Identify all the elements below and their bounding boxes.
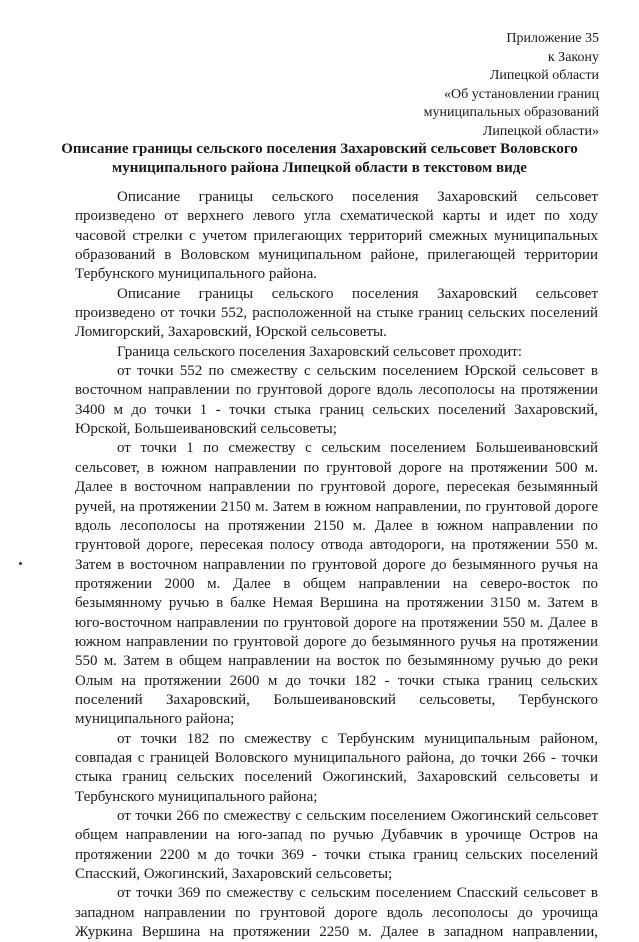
document-body <box>75 188 598 942</box>
body-line: Граница сельского поселения Захаровский сельсовет проходит: <box>117 343 523 360</box>
body-line: западном направлении по грунтовой дороге вдоль лесополосы до урочища <box>75 904 598 921</box>
body-line: от точки 182 по смежеству с Тербунским муниципальным районом, <box>117 730 598 747</box>
body-line: произведено от верхнего левого угла схематической карты и идет по ходу <box>75 208 598 225</box>
appendix-line: к Закону <box>547 49 599 65</box>
body-line: вдоль лесополосы на протяжении 2150 м. Далее в южном направлении по <box>75 517 598 534</box>
body-line: восточном направлении по грунтовой дороге вдоль лесополосы на протяжении <box>75 382 598 399</box>
body-line: образований в Воловском муниципальном районе, прилегающей территории <box>75 247 598 264</box>
body-line: юго-восточном направлении по грунтовой дороге на протяжении 550 м. Далее в <box>75 614 598 631</box>
body-line: Описание границы сельского поселения Захаровский сельсовет <box>117 285 598 302</box>
title-line: Описание границы сельского поселения Захаровский сельсовет Воловского <box>61 141 578 157</box>
body-line: от точки 266 по смежеству с сельским поселением Ожогинский сельсовет <box>117 808 598 824</box>
body-line: Ломигорский, Захаровский, Юрской сельсоветы. <box>75 324 387 341</box>
body-line: Журкина Вершина на протяжении 2250 м. Далее в западном направлении, <box>75 924 598 941</box>
body-line: часовой стрелки с учетом прилегающих территорий смежных муниципальных <box>75 227 598 244</box>
appendix-line: Липецкой области <box>489 68 599 84</box>
appendix-reference <box>339 30 599 142</box>
body-line: Далее в восточном направлении по грунтовой дороге, пересекая безымянный <box>75 479 598 496</box>
body-line: Затем в восточном направлении по грунтовой дороге до безымянного ручья на <box>75 556 598 573</box>
body-line: Спасский, Ожогинский, Захаровский сельсоветы; <box>75 866 393 883</box>
body-line: от точки 1 по смежеству с сельским поселением Большеивановский <box>117 440 598 457</box>
body-line: протяжении 2200 м до точки 369 - точки стыка границ сельских поселений <box>75 846 598 863</box>
body-line: стыка границ сельских поселений Ожогинский, Захаровский сельсоветы и <box>75 769 598 786</box>
appendix-line: Приложение 35 <box>506 31 599 46</box>
margin-mark <box>19 562 22 565</box>
body-line: протяжении 2000 м. Далее в общем направлении на северо-восток по <box>75 575 598 592</box>
appendix-line: «Об установлении границ <box>444 86 599 102</box>
body-line: 550 м. Затем в общем направлении на восток по безымянному ручью до реки <box>75 653 598 670</box>
body-line: южном направлении по грунтовой дороге до безымянного ручья на протяжении <box>75 633 598 650</box>
body-line: общем направлении на юго-запад по ручью Дубавчик в урочище Остров на <box>75 827 598 844</box>
body-line: Тербунского муниципального района; <box>75 788 318 805</box>
title-line: муниципального района Липецкой области в текстовом виде <box>112 160 527 176</box>
body-line: ручей, на протяжении 2150 м. Затем в южном направлении, по грунтовой дороге <box>75 498 598 515</box>
body-line: грунтовой дороге, пересекая полосу отвода автодороги, на протяжении 550 м. <box>75 537 598 554</box>
body-line: поселений Захаровский, Большеивановский сельсоветы, Тербунского <box>75 691 598 708</box>
body-line: Тербунского муниципального района. <box>75 266 317 283</box>
body-line: произведено от точки 552, расположенной на стыке границ сельских поселений <box>75 305 598 322</box>
body-line: муниципального района; <box>75 711 235 728</box>
body-line: совпадая с границей Воловского муниципального района, до точки 266 - точки <box>75 749 598 766</box>
body-line: Описание границы сельского поселения Захаровский сельсовет <box>117 189 598 205</box>
document-title <box>40 140 599 178</box>
body-line: Олым на протяжении 2600 м до точки 182 - точки стыка границ сельских <box>75 672 598 689</box>
appendix-line: Липецкой области» <box>482 123 599 139</box>
body-line: 3400 м до точки 1 - точки стыка границ сельских поселений Захаровский, <box>75 401 598 418</box>
body-line: сельсовет, в южном направлении по грунтовой дороге на протяжении 500 м. <box>75 459 598 476</box>
body-line: от точки 552 по смежеству с сельским поселением Юрской сельсовет в <box>117 363 598 380</box>
appendix-line: муниципальных образований <box>423 105 599 121</box>
body-line: Юрской, Большеивановский сельсоветы; <box>75 421 337 438</box>
body-line: безымянному ручью в балке Немая Вершина на протяжении 3150 м. Затем в <box>75 595 598 612</box>
body-line: от точки 369 по смежеству с сельским поселением Спасский сельсовет в <box>117 885 598 902</box>
